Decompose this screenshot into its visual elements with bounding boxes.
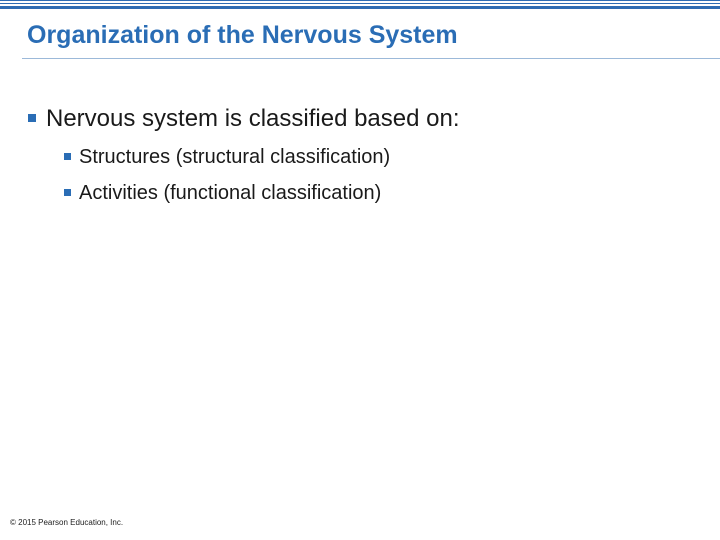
copyright-notice: © 2015 Pearson Education, Inc. [10,518,124,527]
square-bullet-icon [28,114,36,122]
title-underline [22,58,720,59]
slide-title: Organization of the Nervous System [27,21,458,49]
bullet-text: Structures (structural classification) [79,146,391,168]
square-bullet-icon [64,153,71,160]
top-rule-line [0,0,720,1]
bullet-item-level-2 [64,180,460,206]
bullet-text: Activities (functional classification) [79,182,382,204]
top-rule-line [0,3,720,4]
bullet-text: Nervous system is classified based on: [46,105,460,132]
bullet-list [28,104,460,206]
top-rule [0,0,720,11]
top-rule-line-thick [0,6,720,9]
square-bullet-icon [64,189,71,196]
bullet-item-level-2 [64,144,460,170]
bullet-item-level-1 [28,104,460,134]
